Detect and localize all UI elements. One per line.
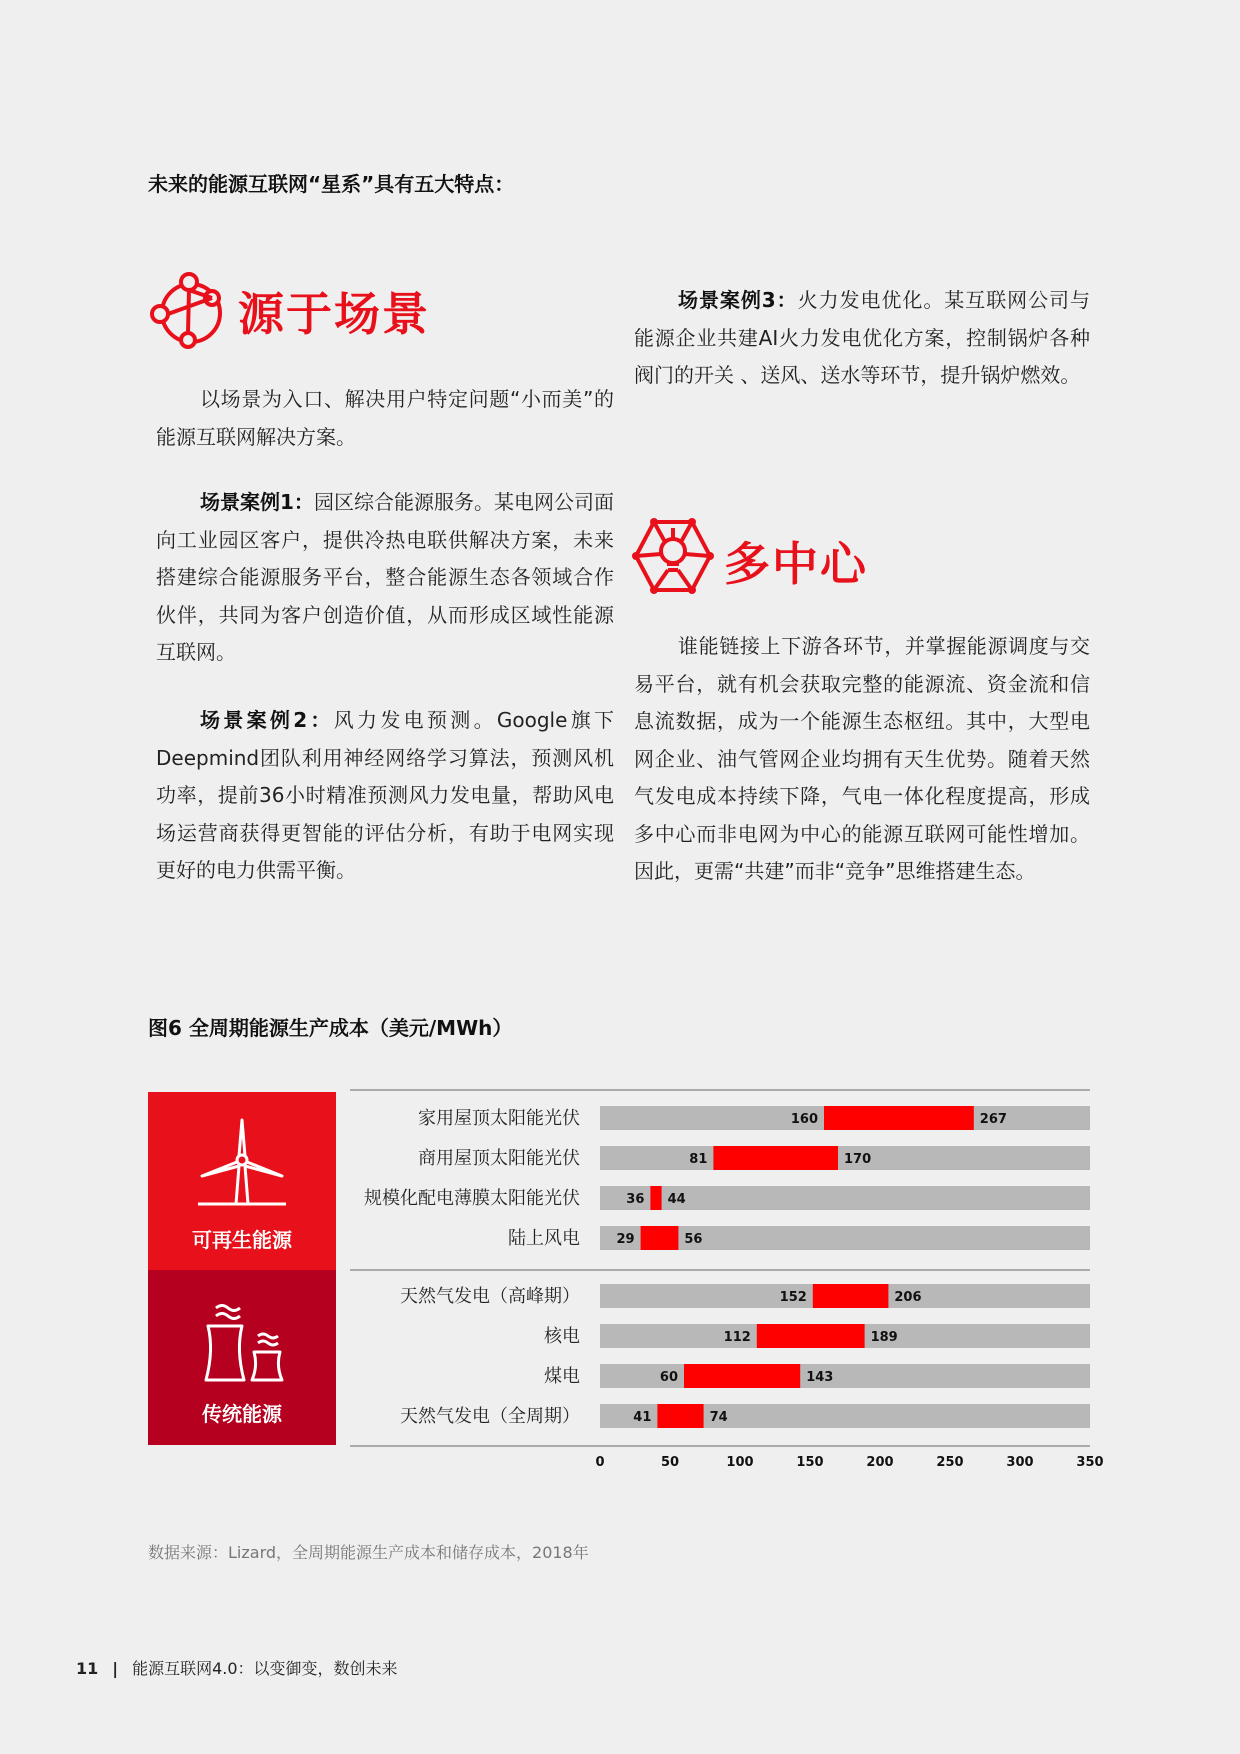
scene-case-2	[156, 702, 614, 890]
page-footer	[76, 1656, 398, 1679]
section-title-multi-center: 多中心	[724, 537, 868, 591]
intro-line: 未来的能源互联网“星系”具有五大特点：	[148, 172, 515, 196]
scene-case-1	[156, 484, 614, 672]
case-2-text: 风力发电预测。Google旗下Deepmind团队利用神经网络学习算法，预测风机功率，提前36小时精准预测风力发电量，帮助风电场运营商获得更智能的评估分析，有助于电网实现更好的电力供需平衡。	[156, 708, 615, 882]
bar-range	[757, 1324, 865, 1348]
network-scene-icon	[148, 268, 230, 350]
data-label-high: 267	[979, 1112, 1007, 1127]
wind-turbine-icon	[192, 1116, 292, 1208]
bar-range	[713, 1146, 838, 1170]
data-label-high: 74	[709, 1410, 728, 1425]
category-renewable-label: 可再生能源	[192, 1228, 292, 1252]
case-1-text: 园区综合能源服务。某电网公司面向工业园区客户，提供冷热电联供解决方案，未来搭建综合能源服务平台，整合能源生态各领域合作伙伴，共同为客户创造价值，从而形成区域性能源互联网。	[156, 490, 615, 664]
data-label-low: 41	[633, 1410, 652, 1425]
data-label-high: 44	[667, 1192, 686, 1207]
case-3-text: 火力发电优化。某互联网公司与能源企业共建AI火力发电优化方案，控制锅炉各种阀门的开关 、送风、送水等环节，提升锅炉燃效。	[634, 288, 1090, 387]
data-label-low: 112	[723, 1330, 751, 1345]
category-renewable	[148, 1092, 336, 1270]
data-label-low: 60	[659, 1370, 678, 1385]
multi-center-paragraph: 谁能链接上下游各环节，并掌握能源调度与交易平台，就有机会获取完整的能源流、资金流和信息流数据，成为一个能源生态枢纽。其中，大型电网企业、油气管网企业均拥有天生优势。随着天然气发电成本持续下降，气电一体化程度提高，形成多中心而非电网为中心的能源互联网可能性增加。因此，更需“共建”而非“竞争”思维搭建生态。	[634, 634, 1090, 883]
scene-case-3	[634, 282, 1090, 395]
case-3-label: 场景案例3：	[678, 288, 798, 312]
section-title-scene: 源于场景	[238, 287, 430, 341]
data-label-high: 143	[806, 1370, 834, 1385]
bar-range	[650, 1186, 661, 1210]
cost-range-chart	[340, 1080, 1110, 1480]
data-label-high: 170	[844, 1152, 872, 1167]
x-tick-label: 350	[1076, 1455, 1104, 1470]
category-label: 天然气发电（全周期）	[400, 1406, 580, 1427]
data-label-low: 36	[626, 1192, 645, 1207]
bar-range	[657, 1404, 703, 1428]
data-label-high: 189	[870, 1330, 898, 1345]
category-label: 煤电	[544, 1366, 580, 1387]
data-label-low: 160	[790, 1112, 818, 1127]
x-tick-label: 0	[595, 1455, 605, 1470]
footer-title: 能源互联网4.0：以变御变，数创未来	[132, 1659, 398, 1678]
x-tick-label: 250	[936, 1455, 964, 1470]
data-label-high: 206	[894, 1290, 922, 1305]
x-tick-label: 200	[866, 1455, 894, 1470]
category-label: 规模化配电薄膜太阳能光伏	[364, 1188, 580, 1209]
figure-source: 数据来源：Lizard，全周期能源生产成本和储存成本，2018年	[148, 1543, 589, 1562]
category-label: 天然气发电（高峰期）	[400, 1286, 580, 1307]
x-tick-label: 300	[1006, 1455, 1034, 1470]
data-label-low: 29	[616, 1232, 635, 1247]
bar-range	[684, 1364, 800, 1388]
case-2-label: 场景案例2：	[200, 708, 334, 732]
data-label-low: 152	[779, 1290, 807, 1305]
category-label: 家用屋顶太阳能光伏	[418, 1108, 580, 1129]
category-label: 陆上风电	[508, 1228, 580, 1249]
bar-range	[641, 1226, 679, 1250]
multi-center-hexagon-icon	[632, 518, 714, 594]
x-tick-label: 150	[796, 1455, 824, 1470]
case-1-label: 场景案例1：	[200, 490, 314, 514]
cooling-tower-icon	[192, 1300, 292, 1384]
category-traditional-label: 传统能源	[202, 1402, 282, 1426]
scene-intro-paragraph: 以场景为入口、解决用户特定问题“小而美”的能源互联网解决方案。	[156, 387, 614, 449]
data-label-high: 56	[684, 1232, 703, 1247]
page-number: 11	[76, 1659, 99, 1678]
bar-range	[813, 1284, 889, 1308]
category-traditional	[148, 1270, 336, 1445]
bar-range	[824, 1106, 974, 1130]
footer-separator: |	[112, 1659, 119, 1678]
category-label: 商用屋顶太阳能光伏	[418, 1148, 580, 1169]
figure-title: 图6 全周期能源生产成本（美元/MWh）	[148, 1016, 513, 1040]
x-tick-label: 100	[726, 1455, 754, 1470]
category-label: 核电	[544, 1326, 580, 1347]
data-label-low: 81	[689, 1152, 708, 1167]
x-tick-label: 50	[660, 1455, 680, 1470]
